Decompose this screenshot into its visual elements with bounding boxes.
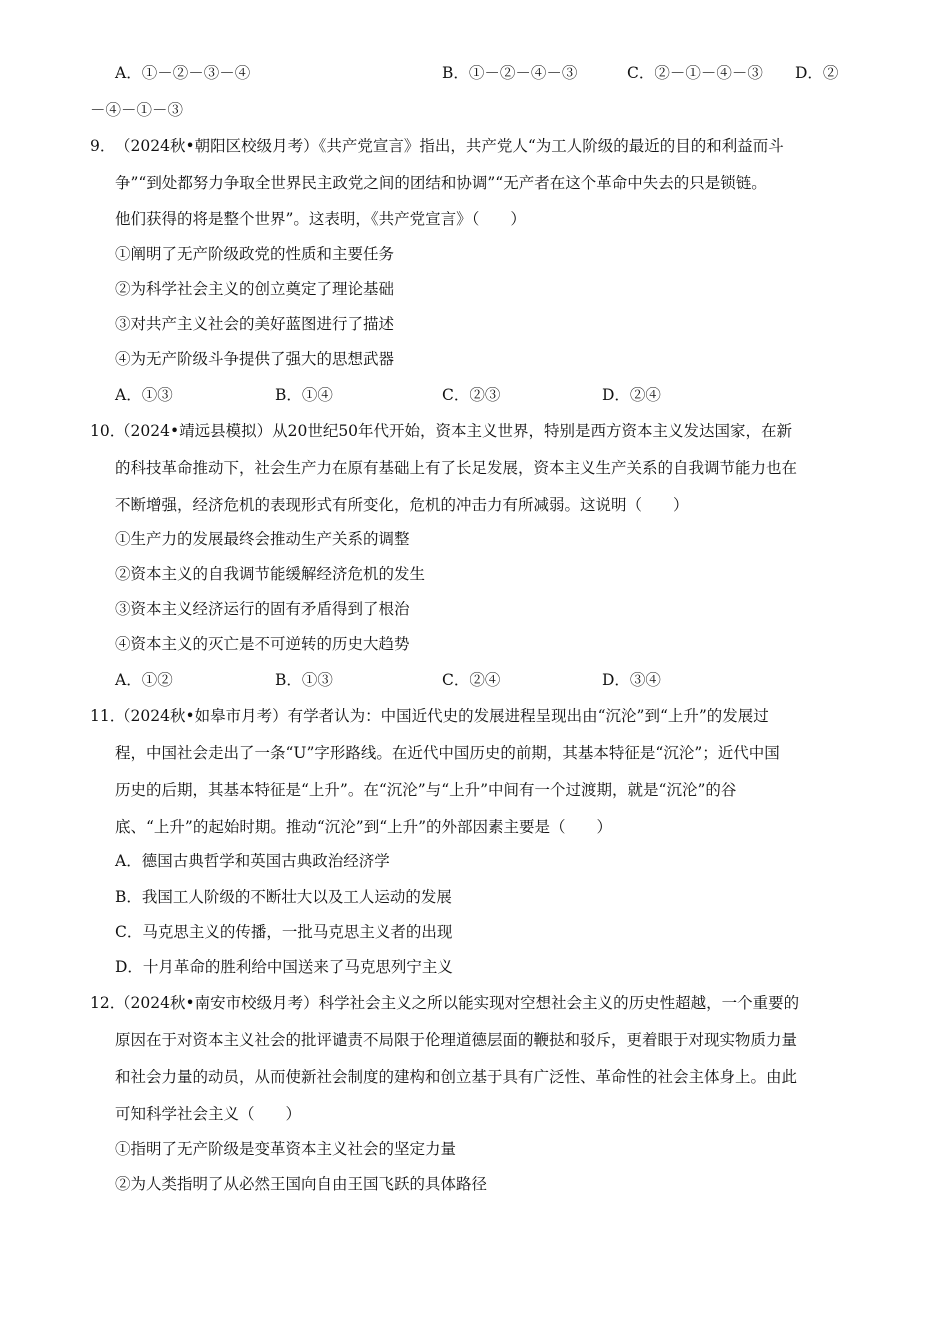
q10-item-4: ④资本主义的灭亡是不可逆转的历史大趋势	[115, 635, 410, 653]
q10-number: 10．	[90, 422, 126, 440]
q11-stem-line: 底、“上升”的起始时期。推动“沉沦”到“上升”的外部因素主要是（ ）	[115, 818, 613, 836]
q10-stem-line: 的科技革命推动下，社会生产力在原有基础上有了长足发展，资本主义生产关系的自我调节能力也在	[115, 459, 798, 477]
q9-option-c: C．②③	[442, 386, 501, 404]
q9-stem-line: 他们获得的将是整个世界”。这表明，《共产党宣言》（ ）	[115, 210, 526, 228]
q10-item-1: ①生产力的发展最终会推动生产关系的调整	[115, 530, 410, 548]
q11-option-d: D．十月革命的胜利给中国送来了马克思列宁主义	[115, 958, 453, 976]
q11-stem-line: 程，中国社会走出了一条“U”字形路线。在近代中国历史的前期，其基本特征是“沉沦”；近代中国	[115, 744, 780, 762]
q9-number: 9．	[90, 137, 116, 155]
q11-number: 11．	[90, 707, 126, 725]
q9-item-2: ②为科学社会主义的创立奠定了理论基础	[115, 280, 395, 298]
q11-stem-line: 历史的后期，其基本特征是“上升”。在“沉沦”与“上升”中间有一个过渡期，就是“沉沦”的谷	[115, 781, 737, 799]
q8-option-a: A．①－②－③－④	[115, 64, 251, 82]
q8-option-b: B．①－②－④－③	[442, 64, 578, 82]
q8-option-d: D．②	[795, 64, 839, 82]
q12-stem-line: 原因在于对资本主义社会的批评谴责不局限于伦理道德层面的鞭挞和驳斥，更着眼于对现实物质力量	[115, 1031, 798, 1049]
q10-option-b: B．①③	[275, 671, 333, 689]
q9-option-d: D．②④	[602, 386, 661, 404]
q11-option-c: C．马克思主义的传播，一批马克思主义者的出现	[115, 923, 453, 941]
q9-item-1: ①阐明了无产阶级政党的性质和主要任务	[115, 245, 395, 263]
q11-option-b: B．我国工人阶级的不断壮大以及工人运动的发展	[115, 888, 452, 906]
q12-stem-line: 和社会力量的动员，从而使新社会制度的建构和创立基于具有广泛性、革命性的社会主体身上。由此	[115, 1068, 798, 1086]
q9-item-3: ③对共产主义社会的美好蓝图进行了描述	[115, 315, 395, 333]
q10-stem-line: 不断增强，经济危机的表现形式有所变化，危机的冲击力有所减弱。这说明（ ）	[115, 496, 689, 514]
q11-option-a: A．德国古典哲学和英国古典政治经济学	[115, 852, 390, 870]
q9-item-4: ④为无产阶级斗争提供了强大的思想武器	[115, 350, 395, 368]
q12-stem-line: 可知科学社会主义（ ）	[115, 1105, 302, 1123]
q10-option-d: D．③④	[602, 671, 661, 689]
q10-stem-line: （2024•靖远县模拟）从20世纪50年代开始，资本主义世界，特别是西方资本主义发达国家，在新	[115, 422, 793, 440]
q8-option-d-continued: －④－①－③	[90, 101, 184, 119]
q10-item-3: ③资本主义经济运行的固有矛盾得到了根治	[115, 600, 410, 618]
q12-stem-line: （2024秋•南安市校级月考）科学社会主义之所以能实现对空想社会主义的历史性超越，一个重要的	[115, 994, 800, 1012]
q12-number: 12．	[90, 994, 126, 1012]
q10-option-a: A．①②	[115, 671, 173, 689]
q8-option-c: C．②－①－④－③	[627, 64, 763, 82]
q12-item-2: ②为人类指明了从必然王国向自由王国飞跃的具体路径	[115, 1175, 488, 1193]
q10-option-c: C．②④	[442, 671, 501, 689]
q9-option-b: B．①④	[275, 386, 333, 404]
q10-item-2: ②资本主义的自我调节能缓解经济危机的发生	[115, 565, 426, 583]
q9-option-a: A．①③	[115, 386, 173, 404]
q9-stem-line: 争”“到处都努力争取全世界民主政党之间的团结和协调”“无产者在这个革命中失去的只是锁链。	[115, 174, 767, 192]
q11-stem-line: （2024秋•如皋市月考）有学者认为：中国近代史的发展进程呈现出由“沉沦”到“上升”的发展过	[115, 707, 769, 725]
q12-item-1: ①指明了无产阶级是变革资本主义社会的坚定力量	[115, 1140, 457, 1158]
q9-stem-line: （2024秋•朝阳区校级月考）《共产党宣言》指出，共产党人“为工人阶级的最近的目的和利益而斗	[115, 137, 784, 155]
